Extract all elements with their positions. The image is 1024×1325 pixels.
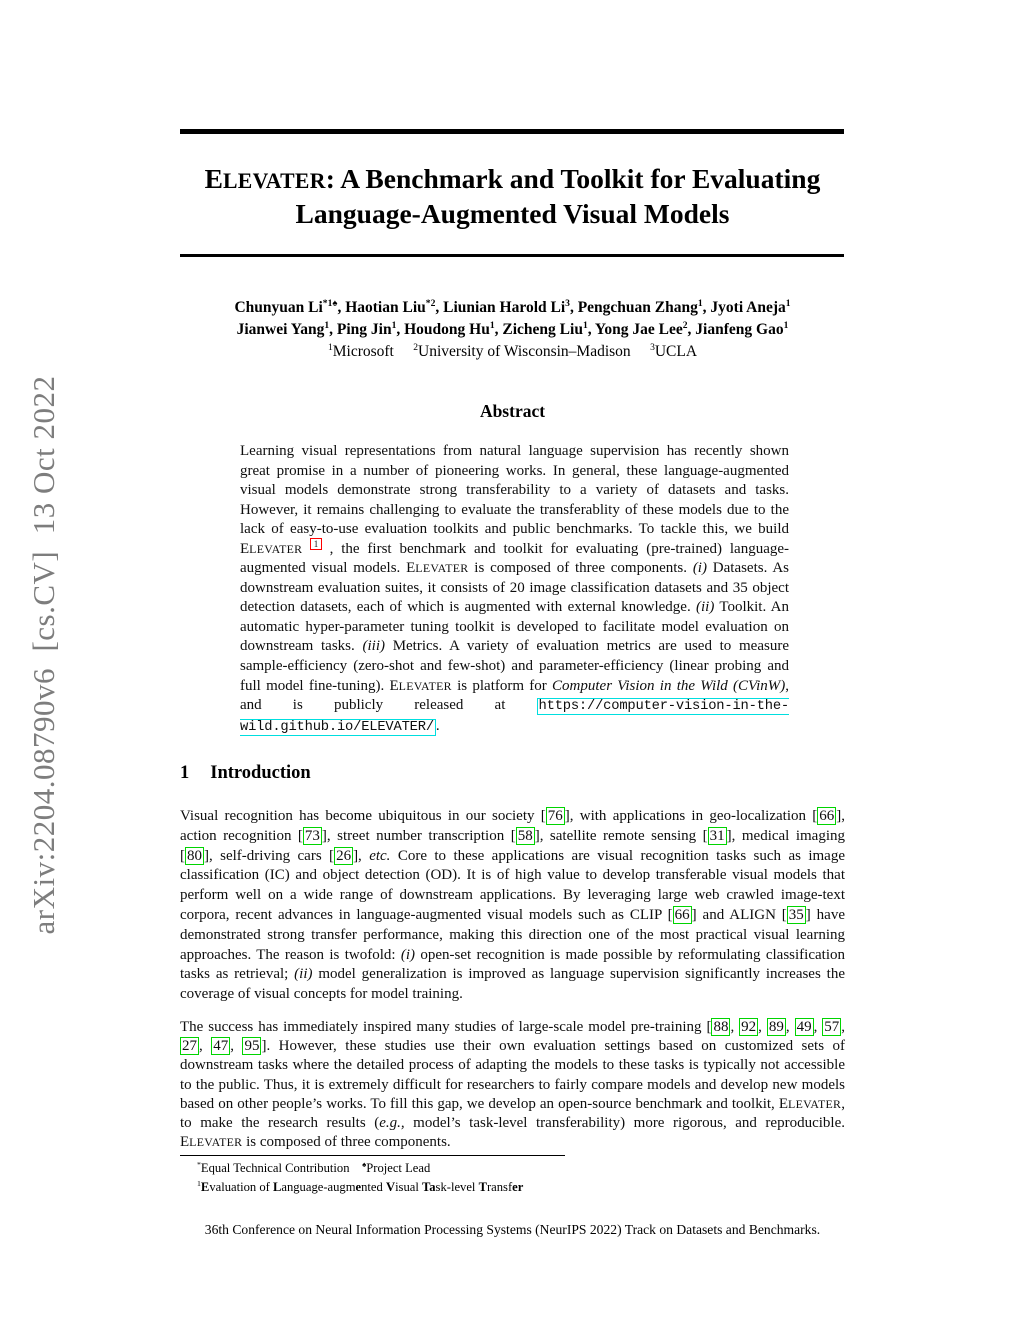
- citation-link[interactable]: 76: [547, 808, 563, 824]
- citation-link[interactable]: 80: [187, 847, 202, 864]
- citation-link[interactable]: 95: [244, 1038, 260, 1055]
- section-title: Introduction: [210, 763, 311, 783]
- abstract-body: Learning visual representations from natural language supervision has recently shown great promise in a number of pioneering works. In general, these language-augmented visual models demonstrate strong transferability to a variety of datasets and tasks. However, it remains challenging to evaluate the transferablity of these models due to the lack of easy-to-use evaluation toolkits and public benchmarks. To tackle this, we build ELEVATER $^1$ , the first benchmark and toolkit for evaluating (pre-trained) language-augmented visual models. ELEVATER is composed of three components. (i) Datasets. As downstream evaluation suites, it consists of 20 image classification datasets and 35 object detection datasets, each of which is augmented with external knowledge. (ii) Toolkit. An automatic hyper-parameter tuning toolkit is developed to facilitate model evaluation on downstream tasks. (iii) Metrics. A variety of evaluation metrics are used to measure sample-efficiency (zero-shot and few-shot) and parameter-efficiency (linear probing and full model fine-tuning). ELEVATER is platform for Computer Vision in the Wild (CVinW), and is publicly released at https://computer-vision-in-the-wild.github.io/ELEVATER/ .: [240, 443, 790, 735]
- title-rule-bottom: [180, 254, 844, 257]
- footnote-divider: [180, 1155, 565, 1156]
- citation-link[interactable]: 92: [741, 1019, 757, 1035]
- intro-paragraph-2: The success has immediately inspired many studies of large-scale model pre-training [ 88 , 92 , 89 , 49 , 57 , 27 , 47 , 95 ]. However, these studies use their own evaluation settings based on customized sets of downstream tasks where the detailed process of adapting the models to these tasks is typically not accessible to the public. Thus, it is extremely difficult for researchers to fairly compare models and develop new models based on other people’s works. To fill this gap, we develop an open-source benchmark and toolkit, ELEVATER, to make the research results (e.g., model’s task-level transferability) more rigorous, and reproducible. ELEVATER is composed of three components.: [180, 1019, 846, 1151]
- citation-link[interactable]: 66: [674, 906, 690, 923]
- citation-link[interactable]: 57: [824, 1019, 840, 1035]
- paper-title-line2: Language-Augmented Visual Models: [295, 198, 730, 229]
- brand-name-smallcaps: ELEVATER: [240, 540, 303, 557]
- brand-name-smallcaps: ELEVATER: [778, 1095, 842, 1112]
- citation-link[interactable]: 27: [182, 1038, 197, 1055]
- citation-link[interactable]: 66: [819, 808, 835, 824]
- section-number: 1: [180, 763, 190, 783]
- citation-link[interactable]: 89: [768, 1019, 784, 1035]
- abstract-heading: Abstract: [479, 401, 546, 421]
- citation-link[interactable]: 73: [304, 827, 320, 844]
- intro-paragraph-1: Visual recognition has become ubiquitous in our society [ 76 ], with applications in geo-localization [ 66 ], action recognition [ 73 ], street number transcription [ 58 ], satellite remote sensing [ 31 ], medical imaging [ 80 ], self-driving cars [ 26 ], etc. Core to these applications are visual recognition tasks such as image classification (IC) and object detection (OD). It is of high value to develop transferable visual models that perform well on a wide range of downstream applications. By leveraging large web crawled image-text corpora, recent advances in language-augmented visual models such as CLIP [ 66 ] and ALIGN [ 35 ] have demonstrated strong transfer performance, making this direction one of the most practical visual learning approaches. The reason is twofold: (i) open-set recognition is made possible by reformulating classification tasks as retrieval; (ii) model generalization is improved as language supervision significantly increases the coverage of visual concepts for model training.: [180, 808, 845, 1003]
- author-line-1: Chunyuan $Li^{*1♠}$, Haotian Liu$^{*2}$, Liunian Harold Li$^3$, Pengchuan Zhang$^1$, Jyoti Aneja$^1$: [234, 297, 791, 316]
- arxiv-watermark: arXiv:2204.08790v6 [cs.CV] 13 Oct 2022: [26, 375, 61, 935]
- footnote-ref-link[interactable]: 1: [310, 538, 322, 550]
- citation-link[interactable]: 26: [336, 847, 352, 864]
- affiliation-line: $^1$Microsoft $^2$University of Wisconsin–Madison $^3$UCLA: [327, 341, 698, 360]
- author-line-2: Jianwei Yang$^1$, Ping Jin$^1$, Houdong Hu$^1$, Zicheng Liu$^1$, Yong Jae Lee$^2$, Jianfeng Gao$^1$: [236, 319, 789, 338]
- citation-link[interactable]: 35: [788, 906, 804, 923]
- footnote-acronym-definition: $^1$Evaluation of Language-augmented Visual Task-level Transfer: [197, 1178, 524, 1194]
- citation-link[interactable]: 88: [713, 1019, 729, 1035]
- citation-link[interactable]: 58: [517, 827, 533, 844]
- brand-name-smallcaps: ELEVATER: [204, 163, 326, 194]
- citation-link[interactable]: 31: [709, 827, 725, 844]
- brand-name-smallcaps: ELEVATER: [406, 560, 469, 577]
- brand-name-smallcaps: ELEVATER: [180, 1134, 243, 1151]
- brand-name-smallcaps: ELEVATER: [389, 677, 452, 694]
- footnote-equal-contribution: *Equal Technical Contribution ♠Project Lead: [197, 1159, 431, 1175]
- conference-footer: 36th Conference on Neural Information Processing Systems (NeurIPS 2022) Track on Datasets and Benchmarks.: [204, 1222, 821, 1237]
- external-url-link[interactable]: https://computer-vision-in-the-wild.github.io/ELEVATER/: [240, 699, 789, 735]
- citation-link[interactable]: 47: [213, 1038, 229, 1055]
- title-rule-top: [180, 129, 844, 134]
- citation-link[interactable]: 49: [796, 1019, 812, 1035]
- paper-title-line1: ELEVATER: A Benchmark and Toolkit for Evaluating: [204, 163, 821, 194]
- section-heading-introduction: [180, 763, 311, 784]
